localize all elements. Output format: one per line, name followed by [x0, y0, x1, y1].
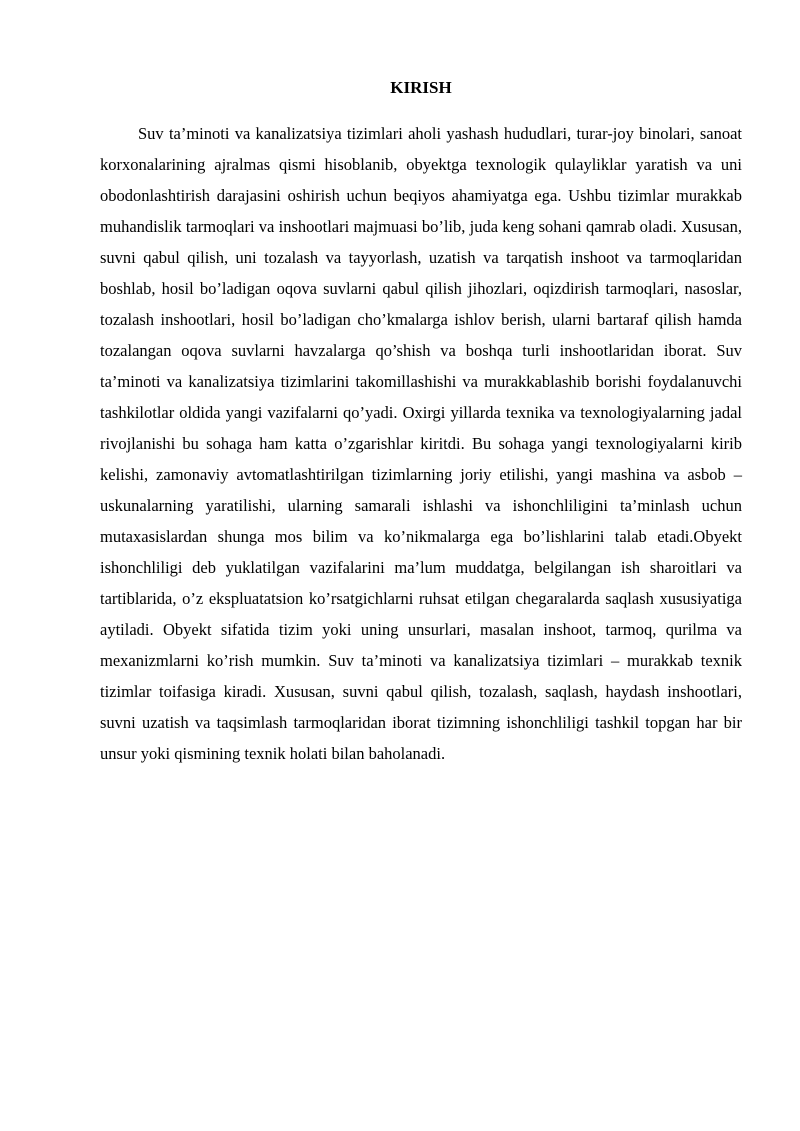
document-title: KIRISH: [390, 78, 452, 97]
body-paragraph: Suv ta’minoti va kanalizatsiya tizimlari aholi yashash hududlari, turar-joy binolari, sanoat korxonalarining ajralmas qismi hisoblanib, obyektga texnologik qulayliklar yaratish va uni obodonlashtirish darajasini oshirish uchun beqiyos ahamiyatga ega. Ushbu tizimlar murakkab muhandislik tarmoqlari va inshootlari majmuasi bo’lib, juda keng sohani qamrab oladi. Xususan, suvni qabul qilish, uni tozalash va tayyorlash, uzatish va tarqatish inshoot va tarmoqlaridan boshlab, hosil bo’ladigan oqova suvlarni qabul qilish jihozlari, oqizdirish tarmoqlari, nasoslar, tozalash inshootlari, hosil bo’ladigan cho’kmalarga ishlov berish, ularni bartaraf qilish hamda tozalangan oqova suvlarni havzalarga qo’shish va boshqa turli inshootlaridan iborat. Suv ta’minoti va kanalizatsiya tizimlarini takomillashishi va murakkablashib borishi foydalanuvchi tashkilotlar oldida yangi vazifalarni qo’yadi. Oxirgi yillarda texnika va texnologiyalarning jadal rivojlanishi bu sohaga ham katta o’zgarishlar kiritdi. Bu sohaga yangi texnologiyalarni kirib kelishi, zamonaviy avtomatlashtirilgan tizimlarning joriy etilishi, yangi mashina va asbob – uskunalarning yaratilishi, ularning samarali ishlashi va ishonchliligini ta’minlash uchun mutaxasislardan shunga mos bilim va ko’nikmalarga ega bo’lishlarini talab etadi.Obyekt ishonchliligi deb yuklatilgan vazifalarini ma’lum muddatga, belgilangan ish sharoitlari va tartiblarida, o’z ekspluatatsion ko’rsatgichlarni ruhsat etilgan chegaralarda saqlash xususiyatiga aytiladi. Obyekt sifatida tizim yoki uning unsurlari, masalan inshoot, tarmoq, qurilma va mexanizmlarni ko’rish mumkin. Suv ta’minoti va kanalizatsiya tizimlari – murakkab texnik tizimlar toifasiga kiradi. Xususan, suvni qabul qilish, tozalash, saqlash, haydash inshootlari, suvni uzatish va taqsimlash tarmoqlaridan iborat tizimning ishonchliligi tashkil topgan har bir unsur yoki qismining texnik holati bilan baholanadi.: [100, 124, 742, 763]
